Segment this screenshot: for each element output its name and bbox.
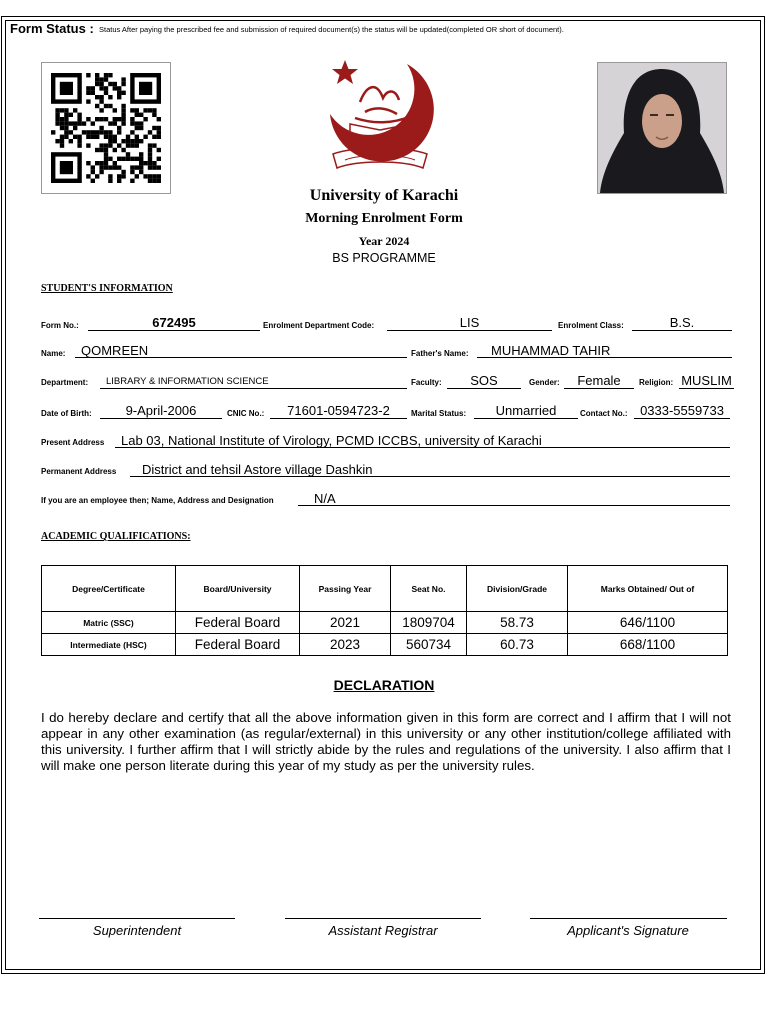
table-cell: 668/1100: [568, 634, 728, 656]
university-logo: [315, 54, 445, 180]
form-status-note: Status After paying the prescribed fee and submission of required document(s) the status will be updated(completed OR short of document).: [99, 25, 564, 34]
father-name-label: Father's Name:: [411, 349, 469, 358]
table-cell: 1809704: [391, 612, 467, 634]
logo-calligraphy: [355, 87, 411, 122]
superintendent-signature-line: [39, 918, 235, 919]
applicant-signature-line: [530, 918, 727, 919]
superintendent-label: Superintendent: [92, 923, 182, 938]
gender-label: Gender:: [529, 378, 560, 387]
table-cell: 560734: [391, 634, 467, 656]
dept-code-label: Enrolment Department Code:: [263, 321, 375, 330]
faculty-value: SOS: [447, 374, 521, 389]
col-header: Passing Year: [300, 566, 391, 612]
dob-value: 9-April-2006: [100, 404, 222, 419]
table-cell: 60.73: [467, 634, 568, 656]
col-header: Degree/Certificate: [42, 566, 176, 612]
present-address-label: Present Address: [41, 438, 105, 447]
declaration-title: DECLARATION: [333, 677, 435, 693]
col-header: Board/University: [176, 566, 300, 612]
dept-code-value: LIS: [387, 316, 552, 331]
marital-status-value: Unmarried: [474, 404, 578, 419]
name-value: QOMREEN: [75, 344, 407, 358]
table-cell: Federal Board: [176, 634, 300, 656]
form-no-label: Form No.:: [41, 321, 79, 330]
table-row: [42, 634, 728, 656]
contact-label: Contact No.:: [580, 409, 628, 418]
department-value: LIBRARY & INFORMATION SCIENCE: [100, 375, 407, 389]
table-row: [42, 612, 728, 634]
table-cell: 58.73: [467, 612, 568, 634]
department-label: Department:: [41, 378, 89, 387]
table-cell: 2021: [300, 612, 391, 634]
religion-value: MUSLIM: [679, 374, 734, 389]
declaration-text: I do hereby declare and certify that all the above information given in this form are correct and I affirm that I will not appear in any other examination (as regular/external) in this university or any other institution/college affiliated with this university. I further affirm that I will strictly abide by the rules and regulations of the university. I also affirm that I will make one person literate during this year of my study as per the university rules.: [41, 710, 731, 773]
cnic-label: CNIC No.:: [227, 409, 265, 418]
registrar-signature-line: [285, 918, 481, 919]
applicant-photo: [597, 62, 727, 194]
cnic-value: 71601-0594723-2: [270, 404, 407, 419]
class-value: B.S.: [632, 316, 732, 331]
table-cell: Federal Board: [176, 612, 300, 634]
class-label: Enrolment Class:: [558, 321, 624, 330]
form-year: Year 2024: [358, 234, 410, 248]
employee-value: N/A: [298, 492, 730, 506]
applicant-signature-label: Applicant's Signature: [567, 923, 689, 938]
qr-code-icon: [41, 62, 171, 194]
dob-label: Date of Birth:: [41, 409, 92, 418]
present-address-value: Lab 03, National Institute of Virology, PCMD ICCBS, university of Karachi: [115, 434, 730, 448]
university-name: University of Karachi: [309, 187, 459, 204]
table-cell: Intermediate (HSC): [42, 634, 176, 656]
form-no-value: 672495: [88, 316, 260, 331]
father-name-value: MUHAMMAD TAHIR: [477, 344, 732, 358]
employee-label: If you are an employee then; Name, Address and Designation: [41, 496, 274, 505]
col-header: Marks Obtained/ Out of: [568, 566, 728, 612]
assistant-registrar-label: Assistant Registrar: [328, 923, 438, 938]
table-cell: 646/1100: [568, 612, 728, 634]
programme-title: BS PROGRAMME: [332, 251, 436, 265]
logo-star: [332, 60, 358, 84]
table-cell: 2023: [300, 634, 391, 656]
marital-status-label: Marital Status:: [411, 409, 467, 418]
qr-code-graphic: [42, 63, 170, 193]
applicant-photo-graphic: [598, 63, 726, 193]
faculty-label: Faculty:: [411, 378, 442, 387]
student-info-heading: STUDENT'S INFORMATION: [41, 283, 173, 294]
name-label: Name:: [41, 349, 66, 358]
contact-value: 0333-5559733: [634, 404, 730, 419]
form-name: Morning Enrolment Form: [305, 211, 463, 226]
university-logo-graphic: [315, 54, 445, 180]
table-cell: Matric (SSC): [42, 612, 176, 634]
religion-label: Religion:: [639, 378, 674, 387]
academic-table: [41, 565, 728, 656]
col-header: Division/Grade: [467, 566, 568, 612]
gender-value: Female: [564, 374, 634, 389]
form-status-label: Form Status :: [10, 21, 94, 36]
academic-header-row: [42, 566, 728, 612]
permanent-address-value: District and tehsil Astore village Dashkin: [130, 463, 730, 477]
permanent-address-label: Permanent Address: [41, 467, 117, 476]
col-header: Seat No.: [391, 566, 467, 612]
academic-heading: ACADEMIC QUALIFICATIONS:: [41, 531, 191, 542]
